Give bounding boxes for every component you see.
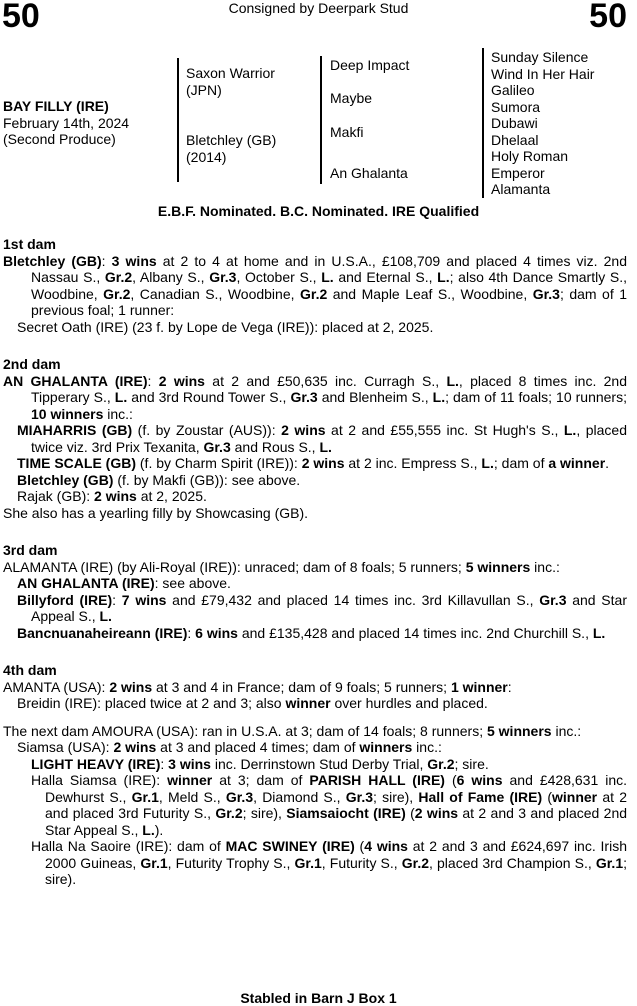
pedigree-bracket-1 (177, 58, 179, 182)
section-heading-2nd-dam: 2nd dam (3, 356, 61, 372)
list-item: TIME SCALE (GB) (f. by Charm Spirit (IRE)): 2 wins at 2 inc. Empress S., L.; dam of a winner. (17, 455, 610, 471)
list-item: Secret Oath (IRE) (23 f. by Lope de Vega (IRE)): placed at 2, 2025. (17, 318, 434, 335)
next-dam-paragraph: The next dam AMOURA (USA): ran in U.S.A. at 3; dam of 14 foals; 8 runners; 5 winners inc.: (3, 722, 582, 739)
list-item: Bletchley (GB) (f. by Makfi (GB)): see above. (17, 471, 301, 488)
list-item: Bancnuanaheireann (IRE): 6 wins and £135,428 and placed 14 times inc. 2nd Churchill S., L. (17, 624, 606, 641)
note: She also has a yearling filly by Showcasing (GB). (3, 504, 309, 521)
produce-note: (Second Produce) (3, 131, 116, 147)
pedigree-sire-sire: Deep Impact (330, 57, 410, 73)
fourth-dam-paragraph: AMANTA (USA): 2 wins at 3 and 4 in France; dam of 9 foals; 5 runners; 1 winner: (3, 678, 512, 695)
list-item: Halla Siamsa (IRE): winner at 3; dam of PARISH HALL (IRE) (6 wins and £428,631 inc. Dewhurst S., Gr.1, Meld S., Gr.3, Diamond S., Gr.3; sire), Hall of Fame (IRE) (winner at 2 and placed 3rd Futurity S., Gr.2; sire), Siamsaiocht (IRE) (2 wins at 2 and 3 and placed 2nd Star Appeal S., L.). (31, 772, 628, 838)
lot-number-right: 50 (589, 0, 627, 35)
foaling-date: February 14th, 2024 (3, 114, 130, 131)
pedigree-bracket-2 (320, 56, 322, 184)
pedigree-dam-dam: An Ghalanta (330, 165, 408, 181)
second-dam-paragraph: AN GHALANTA (IRE): 2 wins at 2 and £50,635 inc. Curragh S., L., placed 8 times inc. 2nd Tipperary S., L. and 3rd Round Tower S., Gr.3 and Blenheim S., L.; dam of 11 foals; 10 runners; 10 winners inc.: (3, 372, 628, 422)
catalogue-body (3, 236, 627, 888)
list-item: AN GHALANTA (IRE): see above. (17, 575, 231, 591)
horse-info (3, 98, 129, 148)
list-item: MIAHARRIS (GB) (f. by Zoustar (AUS)): 2 wins at 2 and £55,555 inc. St Hugh's S., L., placed twice viz. 3rd Prix Texanita, Gr.3 and Rous S., L. (17, 422, 627, 455)
pedigree-gen3: Sunday Silence Wind In Her Hair Galileo Sumora Dubawi Dhelaal Holy Roman Emperor Alamanta (491, 49, 595, 197)
section-heading-3rd-dam: 3rd dam (3, 542, 58, 558)
dam-paragraph: Bletchley (GB): 3 wins at 2 to 4 at home and in U.S.A., £108,709 and placed 4 times viz. 2nd Nassau S., Gr.2, Albany S., Gr.3, October S., L. and Eternal S., L.; also 4th Dance Smartly S., Woodbine, Gr.2, Canadian S., Woodbine, Gr.2 and Maple Leaf S., Woodbine, Gr.3; dam of 1 previous foal; 1 runner: (3, 252, 627, 318)
nominations: E.B.F. Nominated. B.C. Nominated. IRE Qualified (157, 203, 480, 219)
section-heading-4th-dam: 4th dam (3, 662, 57, 678)
consignor: Consigned by Deerpark Stud (228, 0, 409, 16)
list-item: Billyford (IRE): 7 wins and £79,432 and placed 14 times inc. 3rd Killavullan S., Gr.3 and Star Appeal S., L. (17, 591, 627, 624)
pedigree-sire: Saxon Warrior (JPN) (186, 65, 275, 98)
list-item: Rajak (GB): 2 wins at 2, 2025. (17, 488, 207, 504)
list-item: Siamsa (USA): 2 wins at 3 and placed 4 times; dam of winners inc.: (17, 739, 442, 755)
third-dam-paragraph: ALAMANTA (IRE) (by Ali-Royal (IRE)): unraced; dam of 8 foals; 5 runners; 5 winners inc.: (3, 558, 560, 575)
list-item: Halla Na Saoire (IRE): dam of MAC SWINEY (IRE) (4 wins at 2 and 3 and £624,697 inc. Irish 2000 Guineas, Gr.1, Futurity Trophy S., Gr.1, Futurity S., Gr.2, placed 3rd Champion S., Gr.1; sire). (31, 838, 627, 887)
pedigree-bracket-3 (482, 48, 484, 198)
list-item: Breidin (IRE): placed twice at 2 and 3; also winner over hurdles and placed. (17, 695, 488, 711)
pedigree-sire-dam: Maybe (330, 90, 373, 106)
section-heading-1st-dam: 1st dam (3, 236, 56, 252)
stabling-info: Stabled in Barn J Box 1 (240, 990, 397, 1006)
pedigree-dam-sire: Makfi (330, 124, 364, 140)
horse-name: BAY FILLY (IRE) (3, 98, 109, 114)
pedigree-dam: Bletchley (GB) (2014) (186, 132, 277, 165)
lot-number-left: 50 (2, 0, 40, 35)
list-item: LIGHT HEAVY (IRE): 3 wins inc. Derrinstown Stud Derby Trial, Gr.2; sire. (31, 755, 489, 772)
